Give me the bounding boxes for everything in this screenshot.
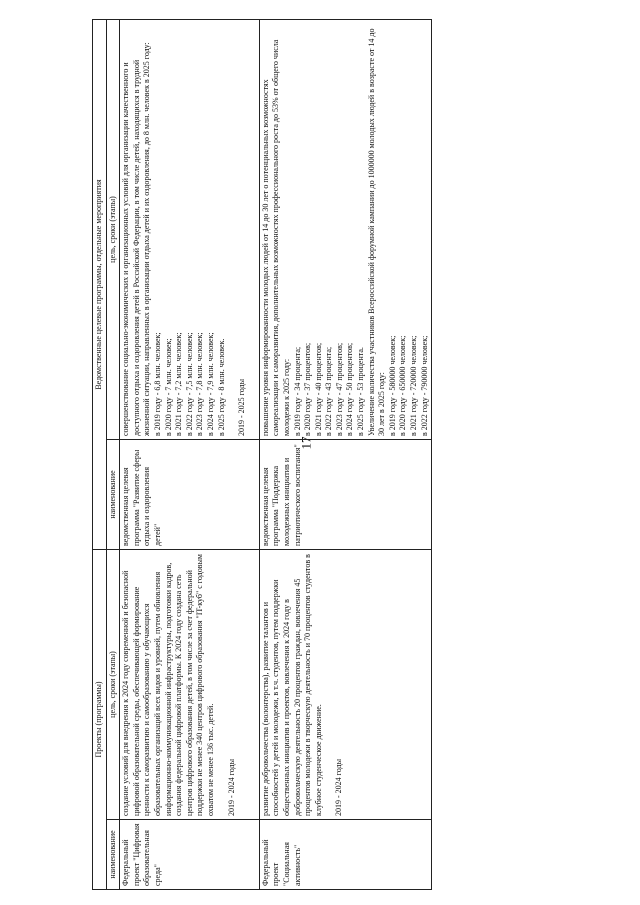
project-goal-cell: развитие добровольчества (волонтерства), развитие талантов и способностей у детей и молодежи, в т.ч. студентов, путем поддержки общественных инициатив и проектов, вовлечения к 2024 году в добровольческую деятельность 20 процентов граждан, вовлечения 45 процентов молодежи в творческую деятельность и 70 процентов студентов в клубное студенческое движение. 2019 - 2024 годы — [259, 550, 432, 820]
project-terms: 2019 - 2024 годы — [226, 759, 236, 816]
project-terms: 2019 - 2024 годы — [334, 759, 344, 816]
programs-table — [92, 19, 432, 890]
header-col-name2: наименование — [106, 440, 120, 550]
header-col-goal2: цель, сроки (этапы) — [106, 20, 120, 440]
table-row — [259, 20, 432, 890]
project-name-cell: Федеральный проект "Цифровая образовательная среда" — [120, 820, 260, 890]
project-name-cell: Федеральный проект "Социальная активность" — [259, 820, 432, 890]
header-row-groups — [93, 20, 107, 890]
page-number: 17 — [298, 436, 314, 450]
program-name-cell: ведомственная целевая программа "Развитие сферы отдыха и оздоровления детей" — [120, 440, 260, 550]
project-goal-cell: создание условий для внедрения к 2024 году современной и безопасной цифровой образовательной среды, обеспечивающей формирование ценности к саморазвитию и самообразованию у обучающихся образовательных организаций всех видов и уровней, путем обновления информационно-коммуникационной инфраструктуры, подготовки кадров, создания федеральной цифровой платформы. К 2024 году создана сеть центров цифрового образования детей, в том числе за счет федеральной поддержки не менее 340 центров цифрового образования "IT-куб" с годовым охватом не менее 136 тыс. детей. 2019 - 2024 годы — [120, 550, 260, 820]
header-col-name: наименование — [106, 820, 120, 890]
header-projects: Проекты (программы) — [93, 550, 107, 890]
rotated-table-container — [92, 20, 607, 890]
header-row-columns — [106, 20, 120, 890]
program-goal-cell: совершенствование социально-экономических и организационных условий для организации качественного и доступного отдыха и оздоровления детей в Российской Федерации, в том числе детей, находящихся в трудной жизненной ситуации, направленных в организации отдыха детей и их оздоровления, до 8 млн. человек в 2025 году: в 2019 году - 6,8 млн. человек; в 2020 году - 7 млн. человек; в 2021 году - 7,2 млн. человек; в 2022 году - 7,5 млн. человек; в 2023 году - 7,8 млн. человек; в 2024 году - 7,9 млн. человек; в 2025 году - 8 млн. человек. 2019 - 2025 годы — [120, 20, 260, 440]
table-row — [120, 20, 260, 890]
header-dept-programs: Ведомственные целевые программы, отдельные мероприятия — [93, 20, 107, 550]
program-terms: 2019 - 2025 годы — [237, 379, 247, 436]
header-col-goal: цель, сроки (этапы) — [106, 550, 120, 820]
program-name-cell: ведомственная целевая программа "Поддержка молодежных инициатив и патриотического воспитания" — [259, 440, 432, 550]
program-goal-cell: повышение уровня информированности молодых людей от 14 до 30 лет о потенциальных возможностях самореализации и саморазвития, дополнительных возможностях профессионального роста до 53% от общего числа молодежи к 2025 году: в 2019 году - 34 процента; в 2020 году - 37 процентов; в 2021 году - 40 процентов; в 2022 году - 43 процента; в 2023 году - 47 процентов; в 2024 году - 50 процентов; в 2025 году - 53 процента. Увеличение количества участников Всероссийской форумной кампании до 1000000 молодых людей в возрасте от 14 до 30 лет в 2025 году: в 2019 году - 580000 человек; в 2020 году - 650000 человек; в 2021 году - 720000 человек; в 2022 году - 790000 человек; — [259, 20, 432, 440]
